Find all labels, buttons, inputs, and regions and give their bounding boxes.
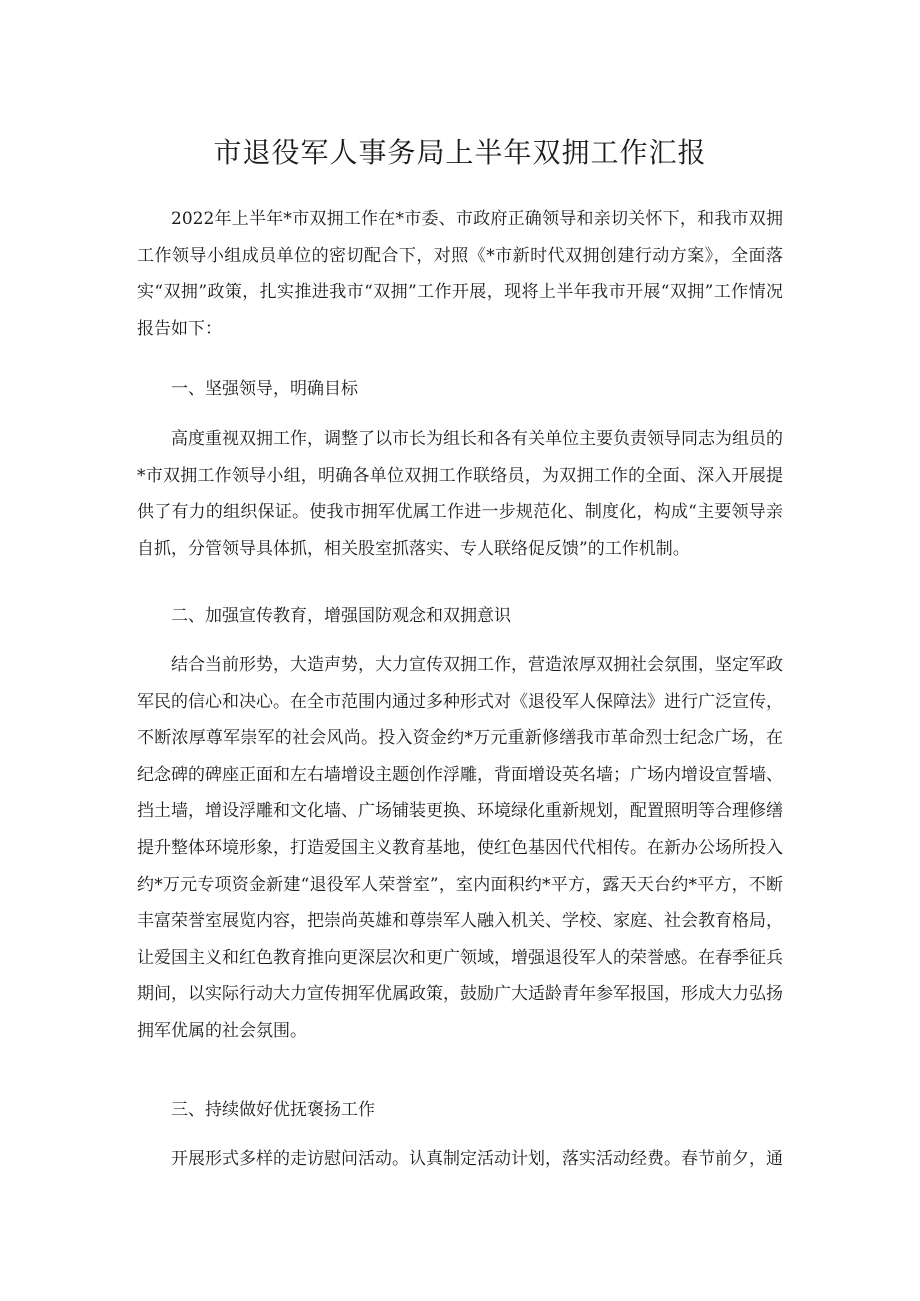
- section-3-heading: 三、持续做好优抚褒扬工作: [171, 1100, 375, 1120]
- section-1-heading: 一、坚强领导，明确目标: [171, 379, 358, 399]
- section-2-paragraph: 结合当前形势，大造声势，大力宣传双拥工作，营造浓厚双拥社会氛围，坚定军政军民的信心和决心。在全市范围内通过多种形式对《退役军人保障法》进行广泛宣传，不断浓厚尊军崇军的社会风尚。投入资金约*万元重新修缮我市革命烈士纪念广场，在纪念碑的碑座正面和左右墙增设主题创作浮雕，背面增设英名墙；广场内增设宣誓墙、挡土墙，增设浮雕和文化墙、广场铺装更换、环境绿化重新规划，配置照明等合理修缮提升整体环境形象，打造爱国主义教育基地，使红色基因代代相传。在新办公场所投入约*万元专项资金新建“退役军人荣誉室”，室内面积约*平方，露天天台约*平方，不断丰富荣誉室展览内容，把崇尚英雄和尊崇军人融入机关、学校、家庭、社会教育格局，让爱国主义和红色教育推向更深层次和更广领域，增强退役军人的荣誉感。在春季征兵期间，以实际行动大力宣传拥军优属政策，鼓励广大适龄青年参军报国，形成大力弘扬拥军优属的社会氛围。: [137, 655, 783, 1041]
- section-2-heading: 二、加强宣传教育，增强国防观念和双拥意识: [171, 606, 511, 626]
- section-3-paragraph: 开展形式多样的走访慰问活动。认真制定活动计划，落实活动经费。春节前夕，通: [171, 1149, 783, 1169]
- section-1-paragraph: 高度重视双拥工作，调整了以市长为组长和各有关单位主要负责领导同志为组员的*市双拥工作领导小组，明确各单位双拥工作联络员，为双拥工作的全面、深入开展提供了有力的组织保证。使我市拥军优属工作进一步规范化、制度化，构成“主要领导亲自抓，分管领导具体抓，相关股室抓落实、专人联络促反馈”的工作机制。: [137, 429, 783, 559]
- document-title: 市退役军人事务局上半年双拥工作汇报: [213, 136, 707, 169]
- intro-paragraph: 2022年上半年*市双拥工作在*市委、市政府正确领导和亲切关怀下，和我市双拥工作领导小组成员单位的密切配合下，对照《*市新时代双拥创建行动方案》，全面落实“双拥”政策，扎实推进我市“双拥”工作开展，现将上半年我市开展“双拥”工作情况报告如下：: [137, 209, 783, 339]
